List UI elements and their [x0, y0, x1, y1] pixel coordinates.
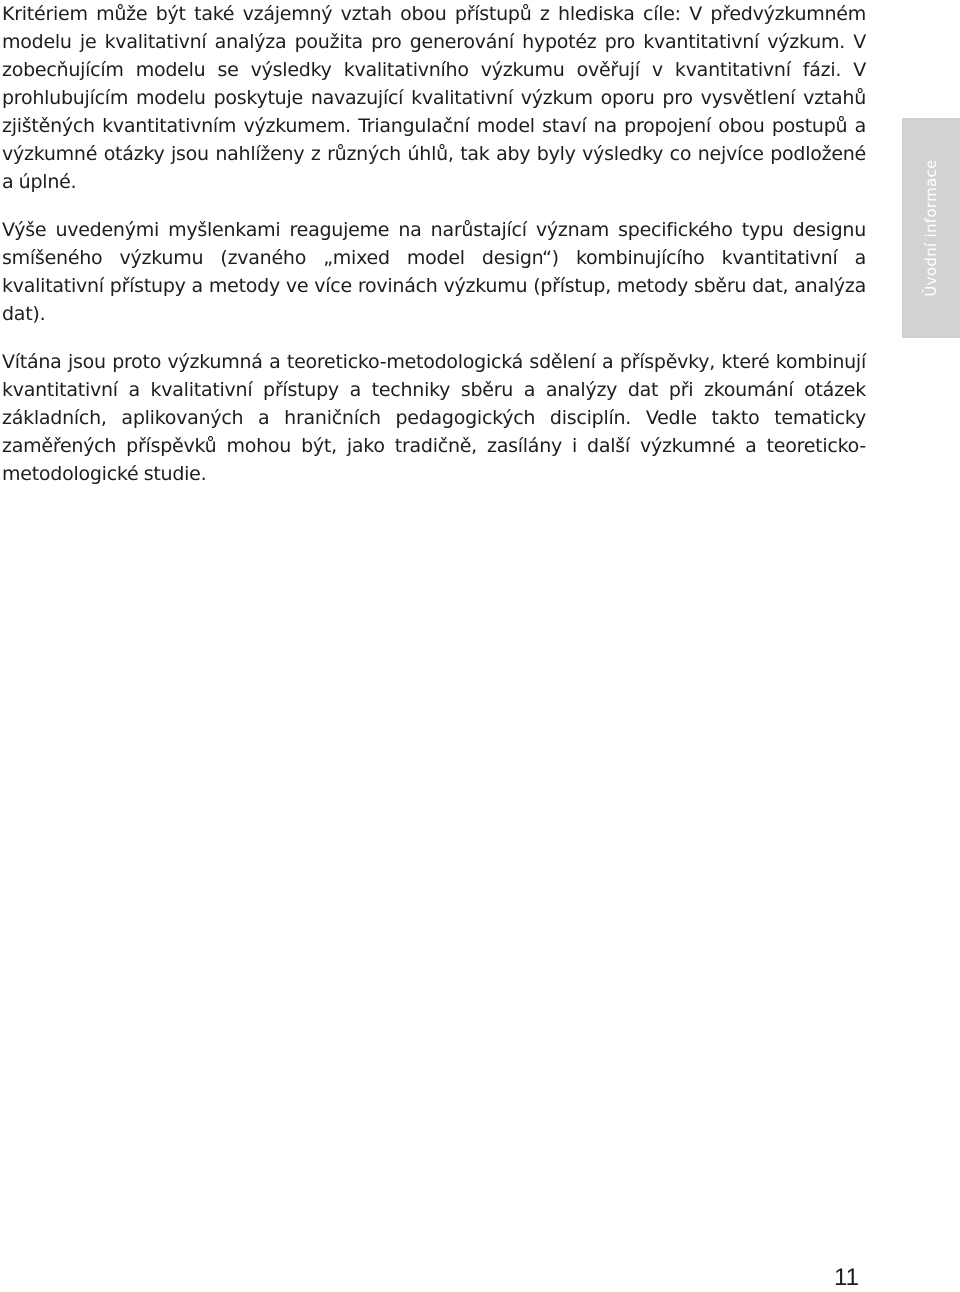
section-side-tab: [902, 118, 960, 338]
paragraph-call-for-papers: Vítána jsou proto výzkumná a teoreticko-metodologická sdělení a příspěvky, které kombinují kvantitativní a kvalitativní přístupy a techniky sběru a analýzy dat při zkoumání otázek základních, aplikovaných a hraničních pedagogických disciplín. Vedle takto tematicky zaměřených příspěvků mohou být, jako tradičně, zasílány i další výzkumné a teoreticko-metodologické studie.: [2, 351, 866, 485]
document-body: [2, 0, 866, 488]
section-side-tab-label: Úvodní informace: [922, 159, 940, 297]
paragraph-research-models: Kritériem může být také vzájemný vztah obou přístupů z hlediska cíle: V předvýzkumném modelu je kvalitativní analýza použita pro generování hypotéz pro kvantitativní výzkum. V zobecňujícím modelu se výsledky kvalitativního výzkumu ověřují v kvantitativní fázi. V prohlubujícím modelu poskytuje navazující kvalitativní výzkum oporu pro vysvětlení vztahů zjištěných kvantitativním výzkumem. Triangulační model staví na propojení obou postupů a výzkumné otázky jsou nahlíženy z různých úhlů, tak aby byly výsledky co nejvíce podložené a úplné.: [2, 3, 866, 193]
page-number: 11: [834, 1264, 859, 1291]
paragraph-mixed-model-design: Výše uvedenými myšlenkami reagujeme na narůstající význam specifického typu designu smíšeného výzkumu (zvaného „mixed model design“) kombinujícího kvantitativní a kvalitativní přístupy a metody ve více rovinách výzkumu (přístup, metody sběru dat, analýza dat).: [2, 219, 866, 325]
